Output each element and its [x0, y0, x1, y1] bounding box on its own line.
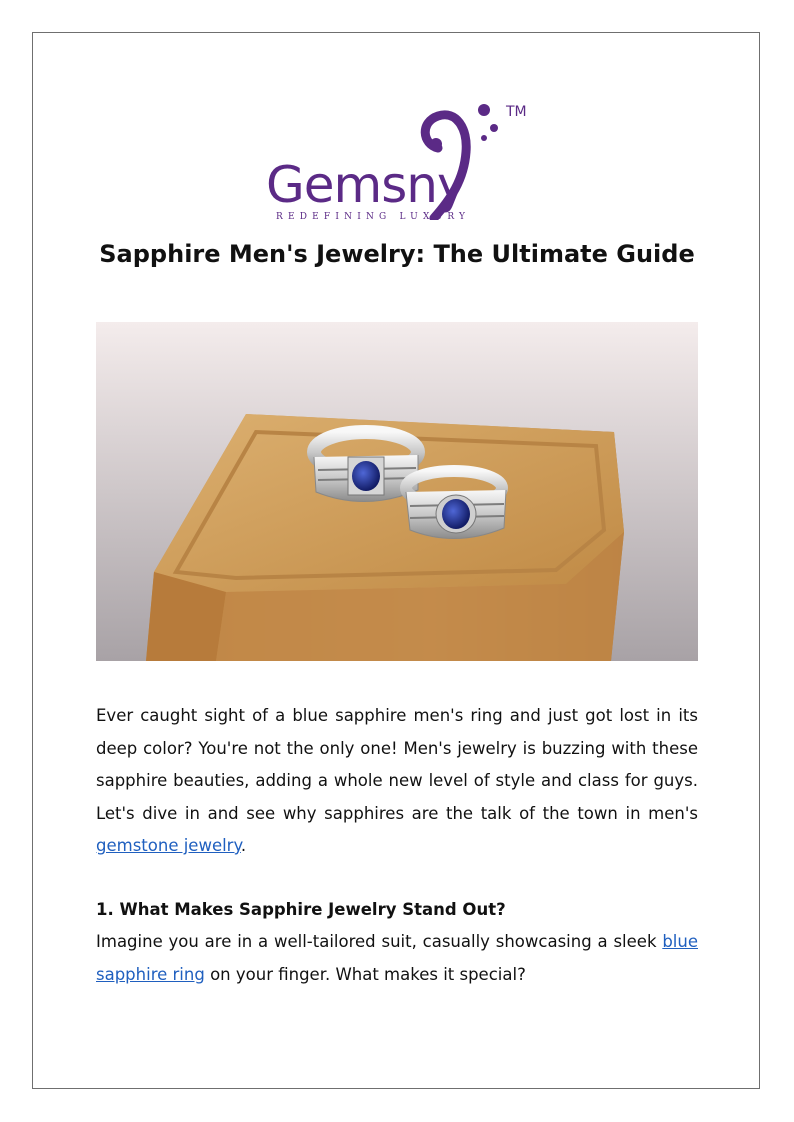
logo-tagline: REDEFINING LUXURY — [276, 212, 471, 222]
intro-text: Ever caught sight of a blue sapphire men's ring and just got lost in its deep color? You're not the only one! Men's jewelry is buzzing with these sapphire beauties, adding a whole new level of style and class for guys. Let's dive in and see why sapphires are the talk of the town in men's — [96, 706, 698, 823]
gemstone-jewelry-link[interactable]: gemstone jewelry — [96, 836, 241, 855]
logo-wordmark: Gemsny — [266, 156, 466, 214]
section-text-end: on your finger. What makes it special? — [204, 964, 526, 984]
gemsny-logo[interactable] — [262, 100, 542, 228]
section-heading: 1. What Makes Sapphire Jewelry Stand Out? — [96, 900, 506, 919]
blue-sapphire-ring-link[interactable]: blue sapphire ring — [96, 932, 698, 984]
intro-paragraph — [96, 700, 698, 863]
sapphire-rings-image — [96, 322, 698, 661]
page-title: Sapphire Men's Jewelry: The Ultimate Guide — [99, 240, 695, 268]
intro-text-end: . — [240, 836, 247, 855]
section-paragraph — [96, 926, 698, 991]
trademark-symbol: TM — [506, 104, 527, 120]
section-text: Imagine you are in a well-tailored suit, casually showcasing a sleek — [96, 932, 663, 951]
